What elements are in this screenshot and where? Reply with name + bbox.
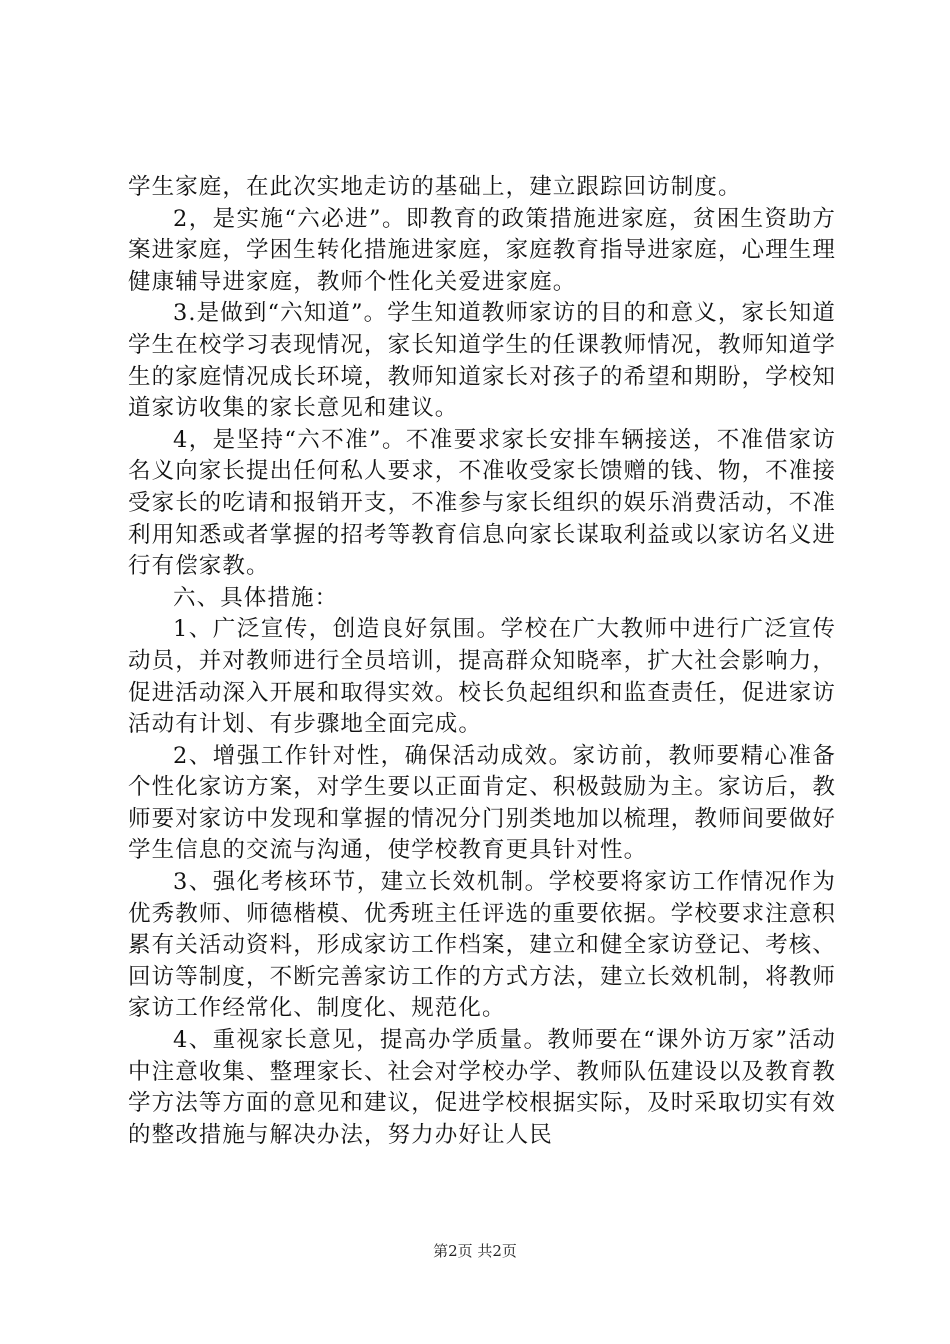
section-heading-measures: 六、具体措施： bbox=[173, 584, 339, 611]
paragraph-six-know: 3.是做到“六知道”。学生知道教师家访的目的和意义，家长知道学生在校学习表现情况，家长知道学生的任课教师情况，教师知道学生的家庭情况成长环境，教师知道家长对孩子的希望和期盼，学校知道家访收集的家长意见和建议。 bbox=[128, 300, 837, 422]
paragraph-six-must-enter: 2，是实施“六必进”。即教育的政策措施进家庭，贫困生资助方案进家庭，学困生转化措施进家庭，家庭教育指导进家庭，心理生理健康辅导进家庭，教师个性化关爱进家庭。 bbox=[128, 205, 837, 295]
paragraph-measure-1: 1、广泛宣传，创造良好氛围。学校在广大教师中进行广泛宣传动员，并对教师进行全员培训，提高群众知晓率，扩大社会影响力，促进活动深入开展和取得实效。校长负起组织和监查责任，促进家访活动有计划、有步骤地全面完成。 bbox=[128, 616, 837, 738]
document-body bbox=[128, 172, 836, 1151]
paragraph-measure-2: 2、增强工作针对性，确保活动成效。家访前，教师要精心准备个性化家访方案，对学生要以正面肯定、积极鼓励为主。家访后，教师要对家访中发现和掌握的情况分门别类地加以梳理，教师间要做好学生信息的交流与沟通，使学校教育更具针对性。 bbox=[128, 742, 837, 864]
paragraph-measure-3: 3、强化考核环节，建立长效机制。学校要将家访工作情况作为优秀教师、师德楷模、优秀班主任评选的重要依据。学校要求注意积累有关活动资料，形成家访工作档案，建立和健全家访登记、考核、回访等制度，不断完善家访工作的方式方法，建立长效机制，将教师家访工作经常化、制度化、规范化。 bbox=[128, 869, 837, 1022]
paragraph-measure-4: 4、重视家长意见，提高办学质量。教师要在“课外访万家”活动中注意收集、整理家长、社会对学校办学、教师队伍建设以及教育教学方法等方面的意见和建议，促进学校根据实际，及时采取切实有效的整改措施与解决办法，努力办好让人民 bbox=[128, 1027, 837, 1148]
page-number-footer: 第2页 共2页 bbox=[433, 1242, 517, 1260]
paragraph-six-forbidden: 4，是坚持“六不准”。不准要求家长安排车辆接送，不准借家访名义向家长提出任何私人要求，不准收受家长馈赠的钱、物，不准接受家长的吃请和报销开支，不准参与家长组织的娱乐消费活动，不准利用知悉或者掌握的招考等教育信息向家长谋取利益或以家访名义进行有偿家教。 bbox=[128, 426, 837, 580]
paragraph-continuation: 学生家庭，在此次实地走访的基础上，建立跟踪回访制度。 bbox=[128, 174, 742, 200]
